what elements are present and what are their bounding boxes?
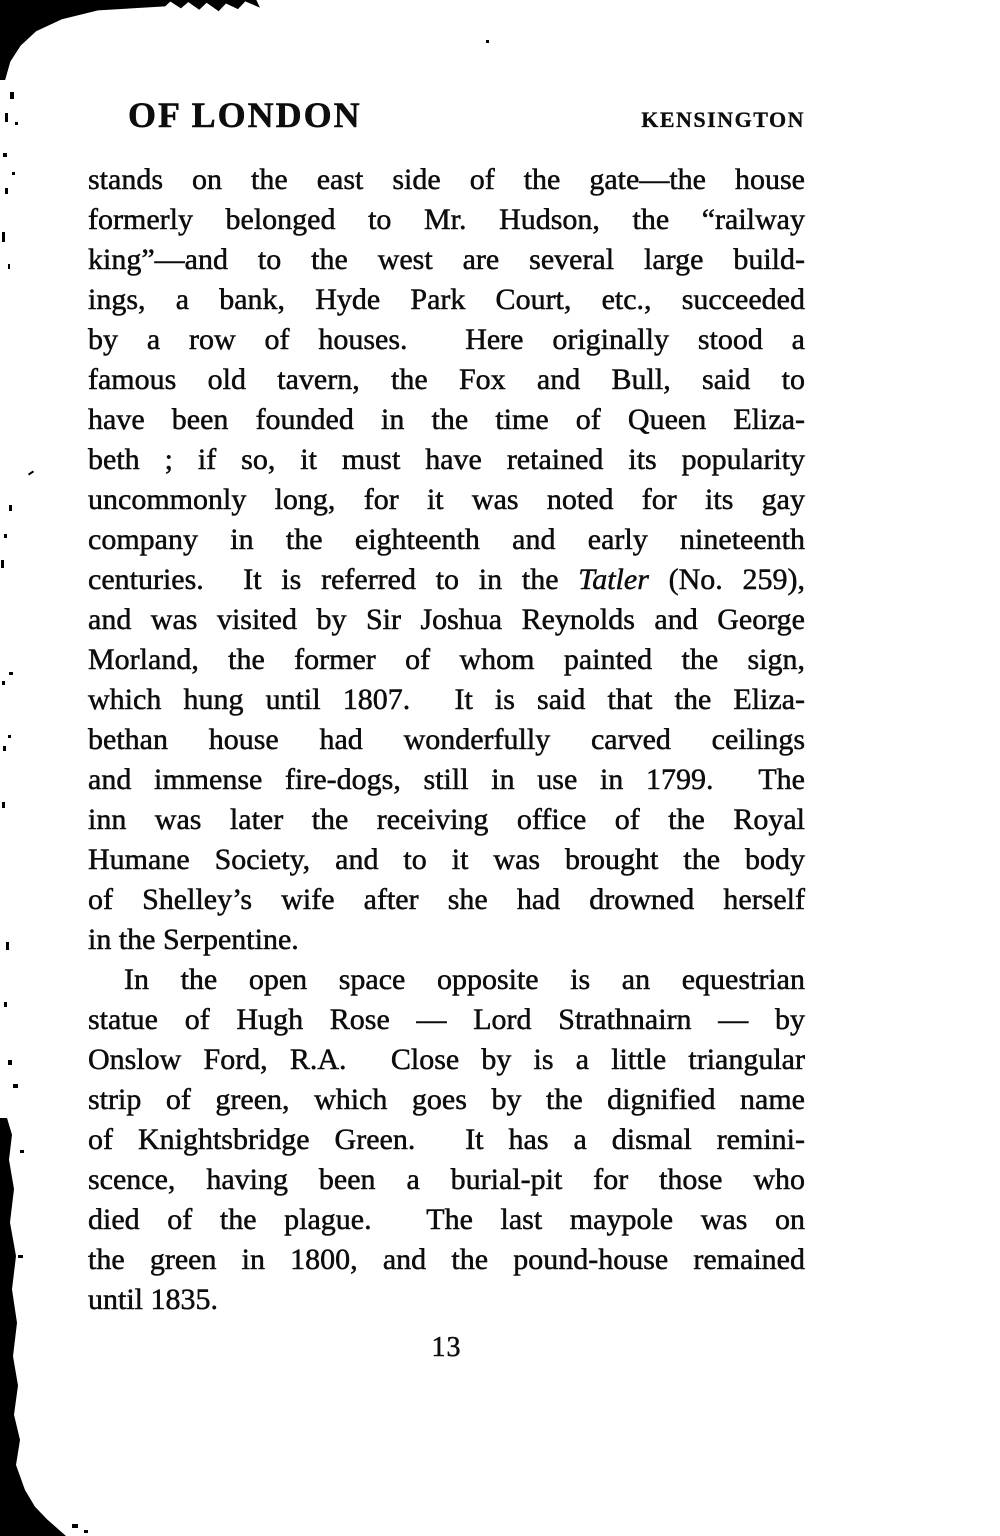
scan-speck — [5, 188, 8, 194]
text-segment: company in the eighteenth and early nineteenth — [88, 523, 805, 556]
body-text — [88, 160, 805, 1320]
text-line — [88, 640, 805, 680]
text-segment: of Shelley’s wife after she had drowned herself — [88, 883, 805, 916]
text-segment: by a row of houses. Here originally stood a — [88, 323, 805, 356]
scan-smudge-top-left — [0, 0, 172, 80]
text-line — [88, 360, 805, 400]
text-segment: inn was later the receiving office of the Royal — [88, 803, 805, 836]
text-segment: formerly belonged to Mr. Hudson, the “railway — [88, 203, 805, 236]
scan-speck — [2, 681, 5, 685]
text-line — [88, 520, 805, 560]
page-number: 13 — [431, 1332, 462, 1363]
text-segment: Onslow Ford, R.A. Close by is a little triangular — [88, 1043, 805, 1076]
text-line — [88, 800, 805, 840]
text-segment: beth ; if so, it must have retained its popularity — [88, 443, 805, 476]
text-line — [88, 1040, 805, 1080]
scan-speck — [10, 92, 14, 99]
italic-text: Tatler — [578, 563, 649, 596]
scan-speck — [3, 153, 7, 157]
scan-speck — [8, 735, 11, 738]
text-line — [88, 960, 805, 1000]
text-segment: ings, a bank, Hyde Park Court, etc., succeeded — [88, 283, 805, 316]
text-segment: the green in 1800, and the pound-house remained — [88, 1243, 805, 1276]
text-segment: stands on the east side of the gate—the house — [88, 163, 805, 196]
text-line — [88, 480, 805, 520]
scan-speck — [5, 113, 8, 122]
scan-speck — [8, 264, 10, 269]
scan-speck — [13, 1084, 18, 1088]
text-segment: bethan house had wonderfully carved ceilings — [88, 723, 805, 756]
text-line — [88, 160, 805, 200]
text-line — [88, 680, 805, 720]
text-line — [88, 1080, 805, 1120]
text-segment: Humane Society, and to it was brought the body — [88, 843, 805, 876]
text-segment: died of the plague. The last maypole was on — [88, 1203, 805, 1236]
running-header — [88, 94, 805, 136]
text-segment: Morland, the former of whom painted the sign, — [88, 643, 805, 676]
scan-speck — [4, 1002, 7, 1007]
text-line — [88, 1200, 805, 1240]
text-line — [88, 840, 805, 880]
text-segment: In the open space opposite is an equestrian — [124, 963, 805, 996]
text-line — [88, 200, 805, 240]
text-line — [88, 320, 805, 360]
scan-speck — [486, 40, 489, 43]
scan-speck — [28, 470, 34, 475]
text-line — [88, 1120, 805, 1160]
text-line — [88, 440, 805, 480]
text-line — [88, 240, 805, 280]
text-line — [88, 1160, 805, 1200]
text-line — [88, 880, 805, 920]
scan-speck — [72, 1524, 78, 1528]
scan-speck — [9, 505, 12, 511]
scan-speck — [3, 746, 6, 751]
scan-speck — [84, 1530, 88, 1533]
text-segment: and immense fire-dogs, still in use in 1799. The — [88, 763, 805, 796]
text-segment: uncommonly long, for it was noted for its gay — [88, 483, 805, 516]
text-segment: centuries. It is referred to in the — [88, 563, 579, 596]
scan-speck — [9, 672, 13, 675]
scan-speck — [6, 942, 9, 950]
scan-speck — [2, 232, 5, 242]
text-line — [88, 920, 805, 960]
text-segment: (No. 259), — [648, 563, 806, 596]
text-line — [88, 760, 805, 800]
section-title: OF LONDON — [128, 95, 362, 135]
scan-speck — [20, 1150, 24, 1153]
scan-smudge-top-tail — [168, 0, 260, 14]
scan-speck — [8, 1060, 12, 1065]
text-segment: strip of green, which goes by the dignified name — [88, 1083, 805, 1116]
text-segment: have been founded in the time of Queen Eliza- — [88, 403, 805, 436]
scan-speck — [15, 122, 18, 125]
scan-speck — [18, 1255, 23, 1258]
text-line — [88, 600, 805, 640]
scan-speck — [12, 172, 15, 175]
chapter-running-head: KENSINGTON — [641, 107, 805, 132]
text-segment: king”—and to the west are several large build- — [88, 243, 805, 276]
text-segment: in the Serpentine. — [88, 923, 299, 956]
text-segment: until 1835. — [88, 1283, 219, 1316]
scan-speck — [4, 534, 7, 538]
text-segment: and was visited by Sir Joshua Reynolds and George — [88, 603, 805, 636]
text-segment: famous old tavern, the Fox and Bull, said to — [88, 363, 805, 396]
text-line — [88, 400, 805, 440]
text-line — [88, 280, 805, 320]
text-line — [88, 1240, 805, 1280]
text-segment: statue of Hugh Rose — Lord Strathnairn — by — [88, 1003, 805, 1036]
text-line — [88, 720, 805, 760]
text-line — [88, 1280, 805, 1320]
text-segment: which hung until 1807. It is said that the Eliza- — [88, 683, 805, 716]
text-segment: scence, having been a burial-pit for those who — [88, 1163, 805, 1196]
text-line — [88, 560, 805, 600]
text-line — [88, 1000, 805, 1040]
scan-speck — [2, 802, 5, 808]
text-segment: of Knightsbridge Green. It has a dismal remini- — [88, 1123, 805, 1156]
scan-speck — [1, 560, 4, 568]
scan-band-bottom-left — [0, 1118, 70, 1536]
